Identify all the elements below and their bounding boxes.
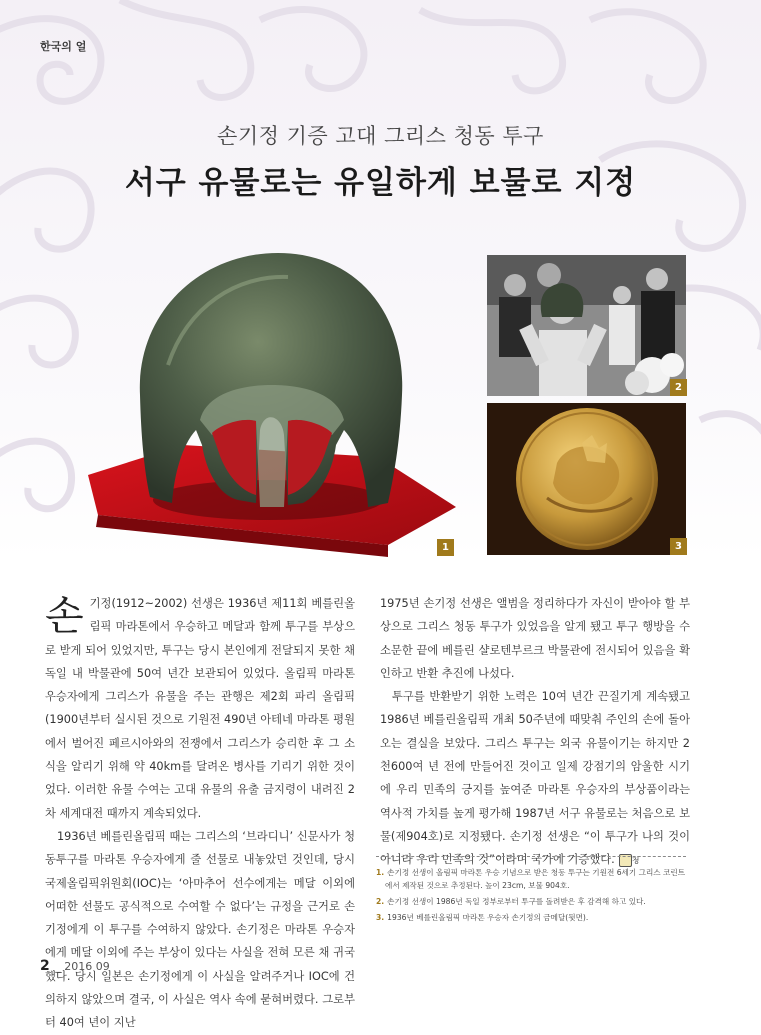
body-paragraph: 1975년 손기정 선생은 앨범을 정리하다가 자신이 받아야 할 부상으로 그리스 청동 투구가 있었음을 알게 됐고 투구 행방을 수소문한 끝에 베를린 샬로텐부르크 박물관에 전시되어 있음을 확인하고 반환 추진에 나섰다. [380, 597, 690, 680]
caption-item: 2. 손기정 선생이 1986년 독일 정부로부터 투구를 돌려받은 후 감격해 하고 있다. [376, 897, 646, 906]
helmet-photo [88, 245, 456, 557]
body-paragraph [45, 592, 355, 825]
photo-number-badge-2: 2 [670, 379, 687, 396]
caption-item: 1. 손기정 선생이 올림픽 마라톤 우승 기념으로 받은 청동 투구는 기원전 6세기 그리스 코린트에서 제작된 것으로 추정된다. 높이 23cm, 보물 904호. [376, 868, 686, 890]
issue-date: _ 2016 09 [55, 960, 110, 973]
end-mark-icon: 청 [619, 854, 632, 867]
page-footer [40, 958, 110, 974]
body-column-right [380, 592, 690, 872]
photo-captions [376, 866, 688, 927]
paragraph-text: 투구를 반환받기 위한 노력은 10여 년간 끈질기게 계속됐고 1986년 베를린올림픽 개최 50주년에 때맞춰 주인의 손에 돌아오는 결실을 보았다. 그리스 투구는 외국 유물이기는 하지만 2천600여 년 전에 만들어진 것이고 일제 강점기의 암울한 시기에 우리 민족의 긍지를 높여준 마라톤 우승자의 부상품이라는 역사적 가치를 높게 평가해 1987년 서구 유물로는 처음으로 보물(제904호)로 지정됐다. 손기정 선생은 “이 투구가 나의 것이 아니라 우리 민족의 것”이라며 국가에 기증했다. [380, 690, 690, 867]
body-paragraph [380, 685, 690, 871]
section-label: 한국의 얼 [40, 40, 87, 53]
article-title: 서구 유물로는 유일하게 보물로 지정 [124, 165, 637, 201]
gold-medal-photo [487, 403, 686, 555]
caption-item: 3. 1936년 베를린올림픽 마라톤 우승자 손기정의 금메달(뒷면). [376, 913, 589, 922]
photo-number-badge-1: 1 [437, 539, 454, 556]
ceremony-photo [487, 255, 686, 396]
paragraph-text: 기정(1912~2002) 선생은 1936년 제11회 베를린올림픽 마라톤에서 우승하고 메달과 함께 투구를 부상으로 받게 되어 있었지만, 투구는 당시 본인에게 전달되지 못한 채 독일 내 박물관에 50여 년간 보관되어 있었다. 올림픽 마라톤 우승자에게 그리스가 유물을 주는 관행은 제2회 파리 올림픽(1900년부터 실시된 것으로 기원전 490년 아테네 마라톤 평원에서 벌어진 페르시아와의 전쟁에서 그리스가 승리한 후 그 소식을 알리기 위해 약 40km를 달려온 병사를 기리기 위한 것이었다. 이러한 유물 수여는 고대 유물의 유출 금지령이 내려진 2차 세계대전 때까지 계속되었다. [45, 597, 355, 820]
photo-number-badge-3: 3 [670, 538, 687, 555]
caption-divider [376, 856, 686, 857]
drop-cap: 손 [45, 593, 84, 639]
body-paragraph: 1936년 베를린올림픽 때는 그리스의 ‘브라디니’ 신문사가 청동투구를 마라톤 우승자에게 줄 선물로 내놓았던 것인데, 당시 국제올림픽위원회(IOC)는 ‘아마추어 선수에게는 메달 이외에 어떠한 선물도 공식적으로 수여할 수 없다’는 규정을 근거로 손기정에게 이 투구를 수여하지 않았다. 손기정은 마라톤 우승자에게 메달 이외에 주는 부상이 있다는 사실을 전혀 모른 채 귀국했다. 당시 일본은 손기정에게 이 사실을 알려주거나 IOC에 건의하지 않았으며 결국, 이 사실은 역사 속에 묻혀버렸다. 그로부터 40여 년이 지난 [45, 829, 355, 1030]
page-number: 2 [40, 958, 50, 974]
article-subtitle: 손기정 기증 고대 그리스 청동 투구 [217, 124, 544, 148]
